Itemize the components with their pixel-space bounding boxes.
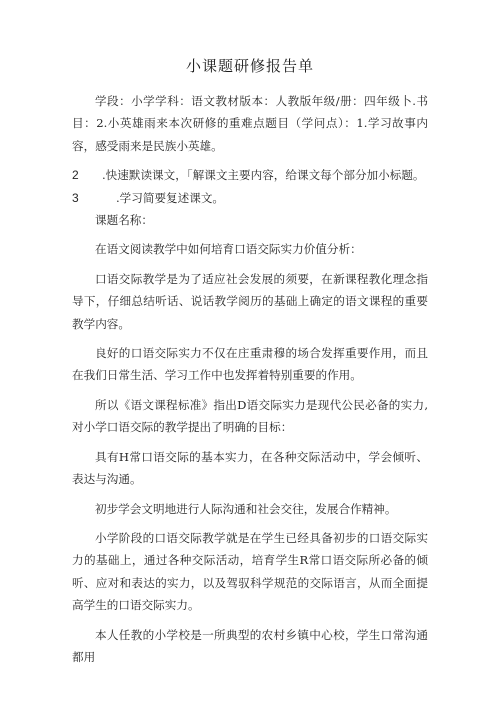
list-item-text: .学习简要复述课文。	[116, 190, 225, 205]
body-paragraph: 良好的口语交际实力不仅在庄重肃穆的场合发挥重要作用，而且在我们日常生活、学习工作中也发挥着特别重要的作用。	[72, 346, 428, 383]
topic-text: 在语文阅读教学中如何培育口语交际实力价值分析：	[95, 242, 362, 257]
list-item-number: 2	[72, 168, 79, 183]
topic-label: 课题名称：	[95, 213, 153, 228]
body-paragraph: 本人任教的小学校是一所典型的农村乡镇中心校，学生口常沟通都用	[72, 627, 428, 664]
body-paragraph: 小学阶段的口语交际教学就是在学生已经具备初步的口语交际实力的基础上，通过各种交际活动，培育学生R常口语交际所必备的倾听、应对和表达的实力，以及驾驭科学规范的交际语言，从而全面提高学生的口语交际实力。	[72, 530, 428, 613]
list-item-number: 3	[72, 190, 79, 205]
list-item	[72, 187, 428, 209]
intro-paragraph: 学段：小学学科：语文教材版本：人教版年级/册：四年级卜.书目：2.小英雄雨来本次研修的重难点题目（学问点）：1.学习故事内容，感受雨来是民族小英雄。	[72, 94, 428, 153]
body-paragraph: 口语交际教学是为了适应社会发展的须要，在新课程教化理念指导下，仔细总结听话、说话教学阅历的基础上确定的语文课程的重要教学内容。	[72, 271, 428, 331]
body-paragraph: 初步学会文明地进行人际沟通和社会交往，发展合作精神。	[95, 501, 397, 516]
document-body	[72, 90, 428, 675]
body-paragraph: 所以《语文课程标准》指出D语交际实力是现代公民必备的实力,对小学口语交际的教学提出了明确的目标：	[72, 397, 428, 435]
body-paragraph: 具有H常口语交际的基本实力，在各种交际活动中，学会倾听、表达与沟通。	[72, 449, 428, 487]
list-item	[72, 164, 428, 186]
document-title: 小课题研修报告单	[185, 57, 314, 75]
list-item-text: .快速默读课文，「解课文主要内容，给课文每个部分加小标题。	[102, 168, 425, 183]
